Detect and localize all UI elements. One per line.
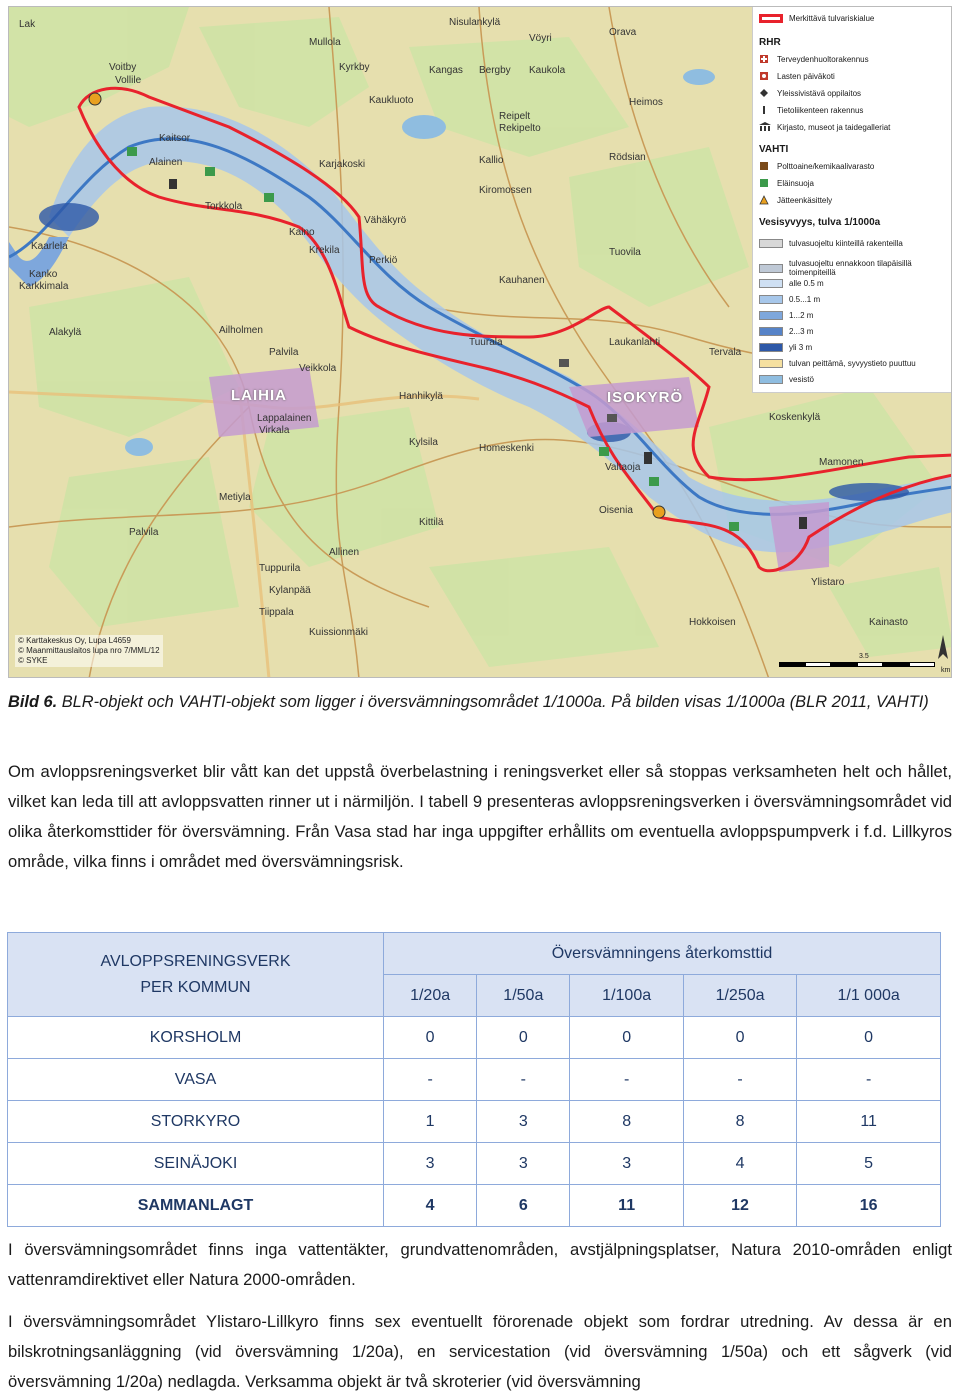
depth-label: 0.5...1 m (789, 295, 821, 304)
legend-depth-title: Vesisyvyys, tulva 1/1000a (759, 217, 881, 228)
table-total-row (8, 1185, 941, 1227)
cell: 11 (570, 1185, 683, 1227)
depth-legend-item (759, 311, 813, 320)
place-label: Laukanlahti (609, 337, 661, 348)
telecom-icon (759, 105, 771, 115)
place-label: Karjakoski (319, 159, 366, 170)
place-label: Koskenkylä (769, 412, 821, 423)
place-label: Virkala (259, 425, 290, 436)
table-row (8, 1059, 941, 1101)
period-header: 1/100a (570, 975, 683, 1017)
table-row (8, 1143, 941, 1185)
place-label: Kaarlela (31, 241, 68, 252)
table-row (8, 1017, 941, 1059)
place-label: Kaukluoto (369, 95, 414, 106)
place-label: Mamonen (819, 457, 864, 468)
place-label: Kangas (429, 65, 463, 76)
legend-item (759, 122, 890, 132)
place-label: Homeskenki (479, 443, 535, 454)
place-label: Voitby (109, 62, 137, 73)
header-line: PER KOMMUN (140, 978, 251, 996)
legend-item (759, 88, 861, 98)
place-label: Nisulankylä (449, 17, 501, 28)
place-label: Hokkoisen (689, 617, 736, 628)
treatment-plants-table (7, 932, 941, 1227)
red-outline-swatch (759, 14, 783, 23)
depth-swatch (759, 311, 783, 320)
place-label: Lak (19, 19, 36, 30)
place-label: Hanhikylä (399, 391, 443, 402)
legend-label: Jätteenkäsittely (777, 195, 833, 205)
daycare-icon (759, 71, 771, 81)
legend-label: Kirjasto, museot ja taidegalleriat (777, 122, 891, 132)
depth-swatch (759, 375, 783, 384)
place-label: Palvila (129, 527, 159, 538)
place-label: Ylistaro (811, 577, 845, 588)
hospital-icon (759, 54, 771, 64)
depth-label: alle 0.5 m (789, 279, 824, 288)
place-label: Oisenia (599, 505, 633, 516)
place-label: Veikkola (299, 363, 337, 374)
place-label: Vöyri (529, 33, 552, 44)
header-line: AVLOPPSRENINGSVERK (100, 952, 291, 970)
place-label: Kainasto (869, 617, 908, 628)
legend-item (759, 105, 863, 115)
depth-label: tulvasuojeltu kiinteillä rakenteilla (789, 239, 903, 248)
place-label: Torkkola (205, 201, 243, 212)
legend-label: Yleissivistävä oppilaitos (777, 88, 862, 98)
cell: 16 (797, 1185, 941, 1227)
depth-label: vesistö (789, 375, 814, 384)
row-name: SAMMANLAGT (8, 1185, 384, 1227)
depth-label: yli 3 m (789, 343, 813, 352)
map-credits (15, 635, 163, 667)
depth-swatch (759, 239, 783, 248)
place-label: LAIHIA (231, 387, 287, 404)
place-label: Tuppurila (259, 563, 301, 574)
place-label: Kyrkby (339, 62, 370, 73)
place-label: Allinen (329, 547, 360, 558)
place-label: Rekipelto (499, 123, 541, 134)
place-label: Tervala (709, 347, 742, 358)
place-label: Palvila (269, 347, 299, 358)
legend-item (759, 71, 835, 81)
map-legend (752, 7, 952, 393)
depth-legend-item (759, 375, 814, 384)
place-label: Kuissionmäki (309, 627, 368, 638)
school-icon (759, 88, 771, 98)
place-label: Orava (609, 27, 637, 38)
barn-icon (759, 178, 771, 188)
cell: 1 (384, 1101, 477, 1143)
place-label: Vollile (115, 75, 142, 86)
scale-label: 3.5 (859, 653, 869, 660)
depth-legend-item (759, 239, 903, 248)
cell: 0 (797, 1017, 941, 1059)
row-name: STORKYRO (8, 1101, 384, 1143)
legend-item (759, 178, 814, 188)
table-row (8, 1101, 941, 1143)
legend-heading: RHR (759, 37, 781, 48)
row-name: VASA (8, 1059, 384, 1101)
cell: 6 (477, 1185, 570, 1227)
caption-text: BLR-objekt och VAHTI-objekt som ligger i översvämningsområdet 1/1000a. På bilden visas 1/1000a (BLR 2011, VAHTI) (57, 693, 929, 711)
legend-label: Tietoliikenteen rakennus (777, 105, 864, 115)
place-label: Alakylä (49, 327, 82, 338)
credit-line: © Maanmittauslaitos lupa nro 7/MML/12 (18, 646, 160, 655)
depth-legend-item (759, 343, 812, 352)
depth-label: tulvan peittämä, syvyystieto puuttuu (789, 359, 916, 368)
table-group-header: Översvämningens återkomsttid (384, 933, 941, 975)
scale-unit: km (941, 667, 951, 674)
depth-swatch (759, 327, 783, 336)
depth-legend-item (759, 295, 820, 304)
place-label: Lappalainen (257, 413, 312, 424)
place-label: Kanko (29, 269, 58, 280)
cell: - (570, 1059, 683, 1101)
period-header: 1/1 000a (797, 975, 941, 1017)
place-label: ISOKYRÖ (607, 389, 684, 406)
legend-heading: VAHTI (759, 144, 789, 155)
cell: 4 (384, 1185, 477, 1227)
cell: - (683, 1059, 796, 1101)
place-label: Kallio (479, 155, 504, 166)
cell: 11 (797, 1101, 941, 1143)
place-label: Bergby (479, 65, 511, 76)
cell: 0 (477, 1017, 570, 1059)
place-label: Perkiö (369, 255, 398, 266)
place-label: Mullola (309, 37, 341, 48)
period-header: 1/250a (683, 975, 796, 1017)
cell: 3 (477, 1101, 570, 1143)
credit-line: © Karttakeskus Oy, Lupa L4659 (18, 636, 131, 645)
place-label: Kauhanen (499, 275, 545, 286)
legend-label: Terveydenhuoltorakennus (777, 54, 869, 64)
place-label: Alainen (149, 157, 183, 168)
row-name: SEINÄJOKI (8, 1143, 384, 1185)
body-paragraph: I översvämningsområdet finns inga vattentäkter, grundvattenområden, avstjälpningsplatser, Natura 2010-områden enligt vattenramdirektivet eller Natura 2000-områden. (8, 1240, 952, 1289)
depth-swatch (759, 343, 783, 352)
place-label: Heimos (629, 97, 663, 108)
depth-swatch (759, 295, 783, 304)
cell: 3 (477, 1143, 570, 1185)
legend-item (759, 161, 874, 171)
depth-legend-item (759, 259, 952, 277)
period-header: 1/20a (384, 975, 477, 1017)
cell: - (384, 1059, 477, 1101)
cell: 0 (384, 1017, 477, 1059)
place-label: Rödsian (609, 152, 646, 163)
library-icon (759, 122, 771, 132)
place-label: Kylanpää (269, 585, 311, 596)
body-paragraph: I översvämningsområdet Ylistaro-Lillkyro finns sex eventuellt förorenade objekt som fordrar utredning. Av dessa är en bilskrotningsanläggning (vid översvämning 1/20a), en servicestation (vid översvämning 1/50a) och ett sågverk (vid översvämning 1/20a) nedlagda. Verksamma objekt är två skroterier (vid översvämning (8, 1312, 952, 1391)
place-label: Reipelt (499, 111, 531, 122)
cell: - (477, 1059, 570, 1101)
cell: 0 (683, 1017, 796, 1059)
credit-line: © SYKE (18, 656, 48, 665)
place-label: Tiippala (259, 607, 294, 618)
cell: 4 (683, 1143, 796, 1185)
place-label: Kaino (289, 227, 315, 238)
caption-prefix: Bild 6. (8, 693, 58, 711)
table-header-row (8, 933, 941, 975)
depth-label: tulvasuojeltu ennakkoon tilapäisillä toimenpiteillä (789, 259, 912, 277)
table-header-cell (8, 933, 384, 1017)
place-label: Krekila (309, 245, 340, 256)
depth-swatch (759, 264, 783, 273)
depth-legend-item (759, 327, 813, 336)
cell: 3 (384, 1143, 477, 1185)
legend-item (759, 14, 874, 23)
place-label: Vähäkyrö (364, 215, 407, 226)
fuel-depot-icon (759, 161, 771, 171)
cell: 0 (570, 1017, 683, 1059)
cell: 5 (797, 1143, 941, 1185)
cell: 8 (683, 1101, 796, 1143)
cell: 12 (683, 1185, 796, 1227)
depth-legend-item (759, 359, 916, 368)
place-label: Ailholmen (219, 325, 263, 336)
place-label: Tuovila (609, 247, 641, 258)
figure-caption (8, 690, 952, 715)
depth-label: 2...3 m (789, 327, 814, 336)
depth-legend-item (759, 279, 824, 288)
cell: 8 (570, 1101, 683, 1143)
place-label: Kiromossen (479, 185, 532, 196)
place-label: Metiyla (219, 492, 251, 503)
legend-label: Polttoaine/kemikaalivarasto (777, 161, 875, 171)
period-header: 1/50a (477, 975, 570, 1017)
flood-map (8, 6, 952, 678)
legend-label: Eläinsuoja (777, 178, 814, 188)
cell: 3 (570, 1143, 683, 1185)
cell: - (797, 1059, 941, 1101)
place-label: Kylsila (409, 437, 438, 448)
place-label: Kaukola (529, 65, 566, 76)
waste-icon (759, 195, 771, 205)
legend-label: Lasten päiväkoti (777, 71, 835, 81)
depth-swatch (759, 359, 783, 368)
place-label: Kaitsor (159, 133, 191, 144)
body-paragraph: Om avloppsreningsverket blir vått kan det uppstå överbelastning i reningsverket eller så stoppas verksamheten helt och hållet, vilket kan leda till att avloppsvatten rinner ut i närmiljön. I tabell 9 presenteras avloppsreningsverken i översvämningsområdet vid olika återkomsttider för översvämning. Från Vasa stad har inga uppgifter erhållits om eventuella avloppspumpverk i f.d. Lillkyros område, vilka finns i området med översvämningsrisk. (8, 762, 952, 871)
depth-swatch (759, 279, 783, 288)
scale-bar (779, 662, 935, 667)
place-label: Kittilä (419, 517, 444, 528)
place-label: Valtaoja (605, 462, 641, 473)
place-label: Tuurala (469, 337, 503, 348)
depth-label: 1...2 m (789, 311, 814, 320)
legend-item (759, 54, 869, 64)
legend-label: Merkittävä tulvariskialue (789, 14, 875, 23)
row-name: KORSHOLM (8, 1017, 384, 1059)
place-label: Karkkimala (19, 281, 69, 292)
legend-item (759, 195, 832, 205)
